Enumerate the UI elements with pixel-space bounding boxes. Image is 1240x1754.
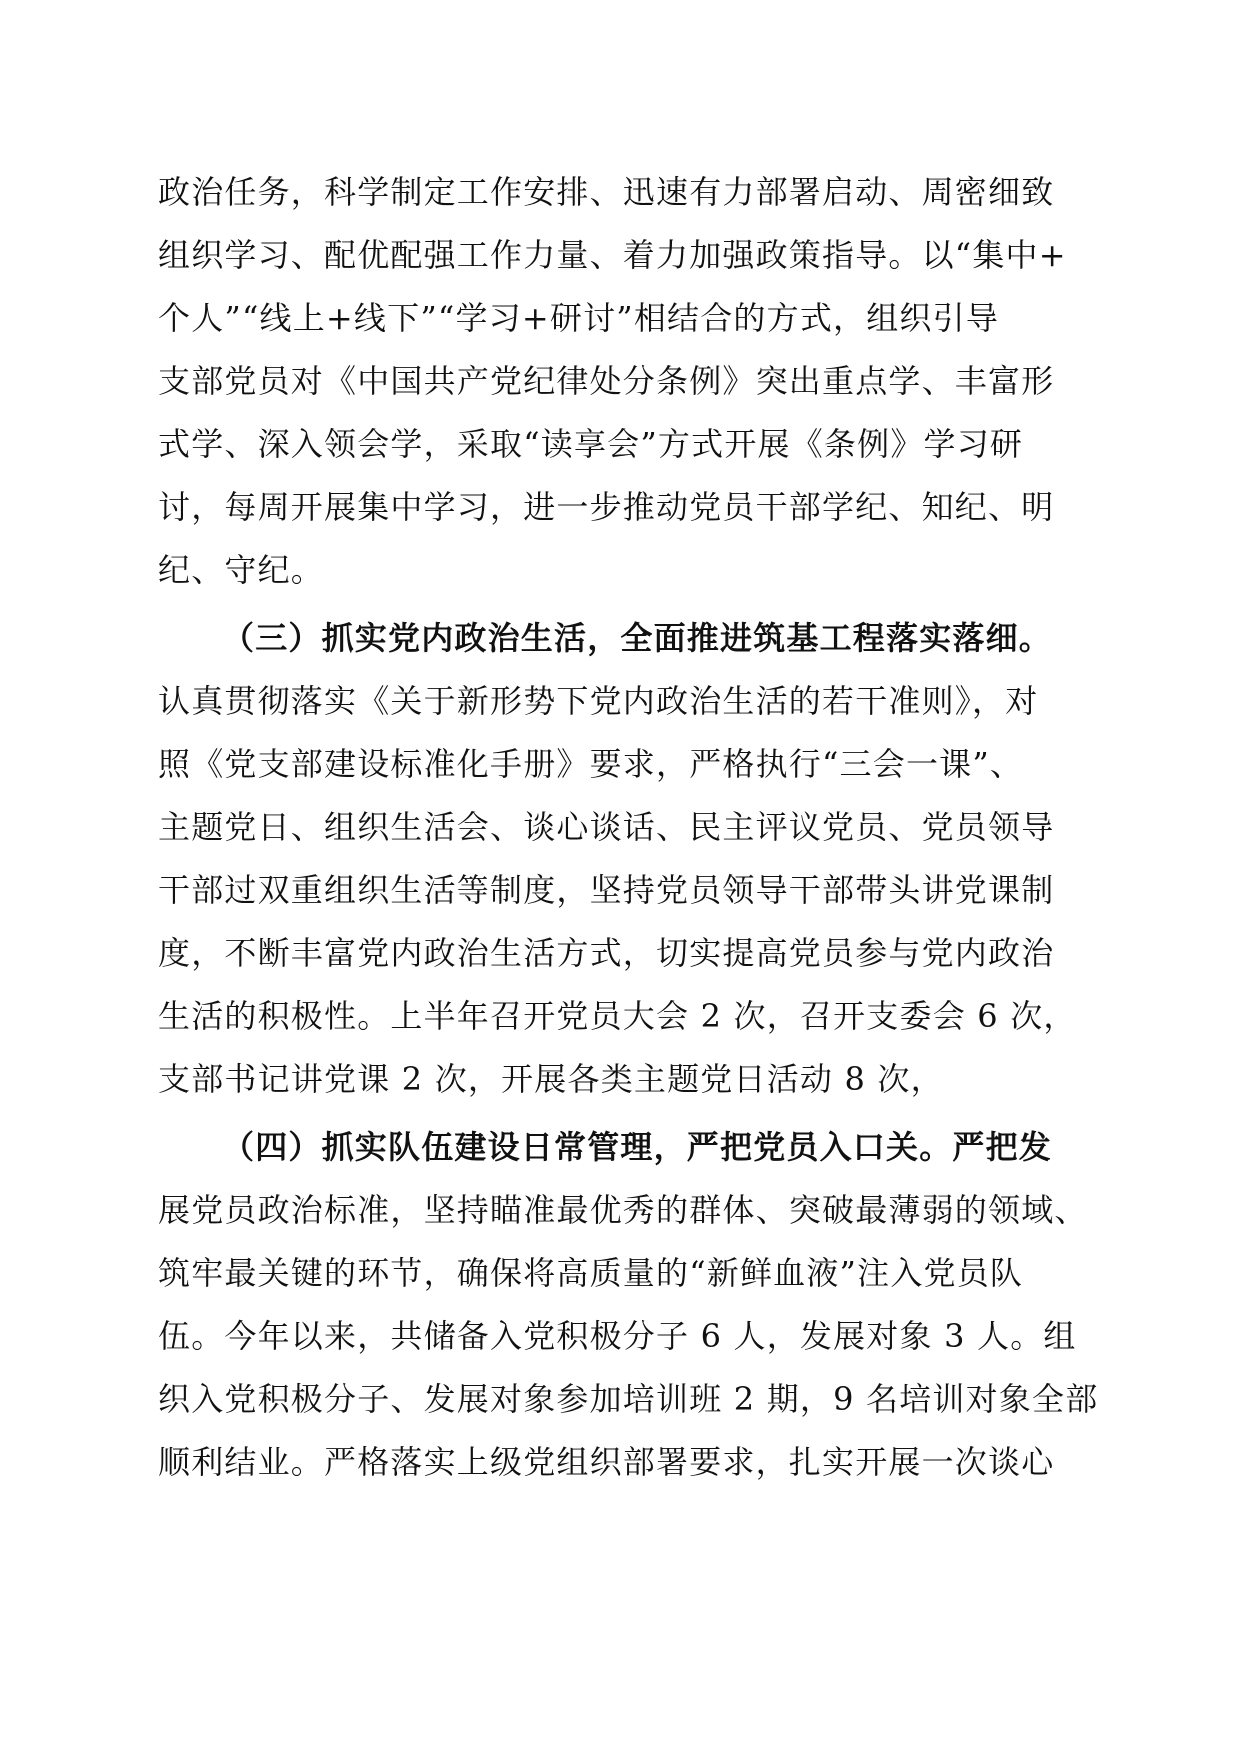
paragraph-1-line-3: 个人”“线上+线下”“学习+研讨”相结合的方式，组织引导 — [158, 299, 1000, 337]
paragraph-1-line-6: 讨，每周开展集中学习，进一步推动党员干部学纪、知纪、明 — [158, 488, 1055, 526]
paragraph-3-line-1: 展党员政治标准，坚持瞄准最优秀的群体、突破最薄弱的领域、 — [158, 1191, 1088, 1229]
paragraph-2-line-6: 生活的积极性。上半年召开党员大会 2 次，召开支委会 6 次， — [158, 997, 1077, 1035]
paragraph-1-line-4: 支部党员对《中国共产党纪律处分条例》突出重点学、丰富形 — [158, 362, 1055, 400]
section-heading-4: （四）抓实队伍建设日常管理，严把党员入口关。严把发 — [222, 1128, 1053, 1166]
paragraph-2-line-2: 照《党支部建设标准化手册》要求，严格执行“三会一课”、 — [158, 745, 1024, 783]
paragraph-1-line-2: 组织学习、配优配强工作力量、着力加强政策指导。以“集中+ — [158, 236, 1067, 274]
paragraph-3-line-2: 筑牢最关键的环节，确保将高质量的“新鲜血液”注入党员队 — [158, 1254, 1024, 1292]
paragraph-2-line-4: 干部过双重组织生活等制度，坚持党员领导干部带头讲党课制 — [158, 871, 1055, 909]
paragraph-3-line-4: 织入党积极分子、发展对象参加培训班 2 期，9 名培训对象全部 — [158, 1380, 1099, 1418]
paragraph-2-line-5: 度，不断丰富党内政治生活方式，切实提高党员参与党内政治 — [158, 934, 1055, 972]
section-heading-3: （三）抓实党内政治生活，全面推进筑基工程落实落细。 — [222, 619, 1053, 657]
paragraph-1-line-1: 政治任务，科学制定工作安排、迅速有力部署启动、周密细致 — [158, 173, 1055, 211]
paragraph-3-line-5: 顺利结业。严格落实上级党组织部署要求，扎实开展一次谈心 — [158, 1443, 1055, 1481]
paragraph-3-line-3: 伍。今年以来，共储备入党积极分子 6 人，发展对象 3 人。组 — [158, 1317, 1077, 1355]
paragraph-2-line-3: 主题党日、组织生活会、谈心谈话、民主评议党员、党员领导 — [158, 808, 1055, 846]
paragraph-2-line-7: 支部书记讲党课 2 次，开展各类主题党日活动 8 次， — [158, 1060, 944, 1098]
paragraph-2-line-1: 认真贯彻落实《关于新形势下党内政治生活的若干准则》，对 — [158, 682, 1039, 720]
paragraph-1-line-7: 纪、守纪。 — [158, 551, 325, 589]
paragraph-1-line-5: 式学、深入领会学，采取“读享会”方式开展《条例》学习研 — [158, 425, 1024, 463]
